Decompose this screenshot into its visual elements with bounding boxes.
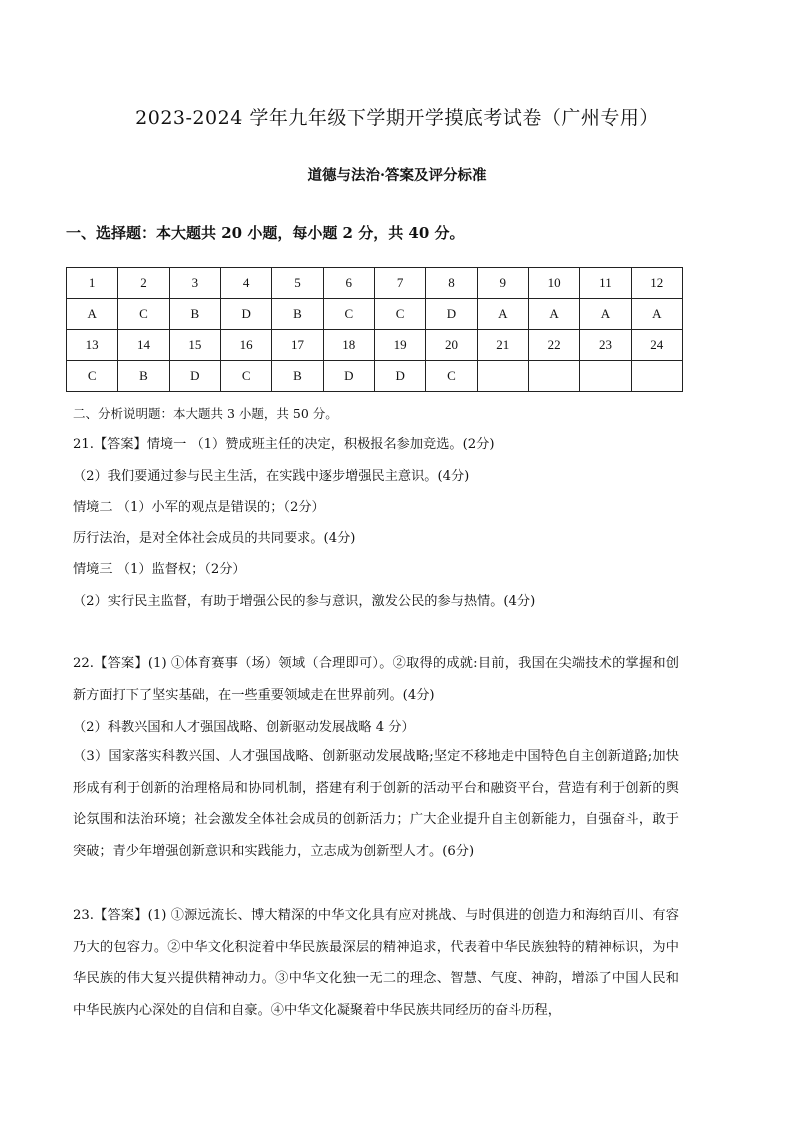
answer-cell: A	[477, 299, 528, 330]
section-1-heading: 一、选择题：本大题共 20 小题，每小题 2 分，共 40 分。	[66, 224, 465, 242]
answer-cell: C	[323, 299, 374, 330]
q22-part-3: （3）国家落实科教兴国、人才强国战略、创新驱动发展战略;坚定不移地走中国特色自主创新道路;加快形成有利于创新的治理格局和协同机制，搭建有利于创新的活动平台和融资平台，营造有利于创新的舆论氛围和法治环境；社会激发全体社会成员的创新活力；广大企业提升自主创新能力，自强奋斗，敢于突破；青少年增强创新意识和实践能力，立志成为创新型人才。(6分)	[73, 749, 679, 859]
question-number-cell: 5	[272, 268, 323, 299]
answer-cell: A	[580, 299, 631, 330]
question-number-cell: 9	[477, 268, 528, 299]
q22-part-2: （2）科教兴国和人才强国战略、创新驱动发展战略 4 分）	[73, 720, 415, 735]
question-number-row	[67, 330, 683, 361]
answer-table	[66, 267, 683, 392]
answer-cell	[580, 361, 631, 392]
q21-line-5: 情境三 （1）监督权；（2分）	[73, 562, 246, 577]
question-number-cell: 22	[528, 330, 579, 361]
answer-cell: C	[426, 361, 477, 392]
answer-cell: B	[118, 361, 169, 392]
question-number-cell: 18	[323, 330, 374, 361]
question-number-cell: 13	[67, 330, 118, 361]
question-number-cell: 12	[631, 268, 682, 299]
q21-line-6: （2）实行民主监督，有助于增强公民的参与意识，激发公民的参与热情。(4分)	[73, 594, 536, 609]
question-number-cell: 17	[272, 330, 323, 361]
question-number-cell: 23	[580, 330, 631, 361]
question-number-cell: 2	[118, 268, 169, 299]
question-number-cell: 7	[374, 268, 425, 299]
answer-cell: B	[272, 361, 323, 392]
q21-line-1: 21.【答案】情境一 （1）赞成班主任的决定，积极报名参加竞选。(2分)	[73, 437, 495, 452]
answer-cell: D	[220, 299, 271, 330]
q21-line-3: 情境二 （1）小军的观点是错误的；（2分）	[73, 500, 325, 515]
answer-cell: D	[169, 361, 220, 392]
answer-cell: B	[169, 299, 220, 330]
answer-cell: D	[374, 361, 425, 392]
answer-cell	[477, 361, 528, 392]
q22-part-1: 22.【答案】(1) ①体育赛事（场）领域（合理即可）。②取得的成就:目前，我国在尖端技术的掌握和创新方面打下了坚实基础，在一些重要领域走在世界前列。(4分)	[73, 656, 679, 703]
question-number-cell: 14	[118, 330, 169, 361]
answer-row	[67, 361, 683, 392]
question-number-cell: 19	[374, 330, 425, 361]
question-number-cell: 21	[477, 330, 528, 361]
answer-cell: C	[67, 361, 118, 392]
question-number-cell: 16	[220, 330, 271, 361]
question-number-cell: 6	[323, 268, 374, 299]
answer-cell: A	[631, 299, 682, 330]
answer-cell: A	[67, 299, 118, 330]
page-subtitle: 道德与法治·答案及评分标准	[307, 167, 487, 184]
question-number-cell: 4	[220, 268, 271, 299]
question-number-cell: 10	[528, 268, 579, 299]
question-number-row	[67, 268, 683, 299]
section-2-heading: 二、分析说明题：本大题共 3 小题，共 50 分。	[73, 406, 338, 421]
answer-cell	[631, 361, 682, 392]
answer-cell: D	[323, 361, 374, 392]
question-number-cell: 8	[426, 268, 477, 299]
answer-cell: C	[374, 299, 425, 330]
q21-line-4: 厉行法治，是对全体社会成员的共同要求。(4分)	[73, 531, 356, 546]
answer-cell: C	[118, 299, 169, 330]
question-number-cell: 1	[67, 268, 118, 299]
q21-line-2: （2）我们要通过参与民主生活，在实践中逐步增强民主意识。(4分)	[73, 469, 470, 484]
answer-cell: D	[426, 299, 477, 330]
question-number-cell: 20	[426, 330, 477, 361]
answer-cell: A	[528, 299, 579, 330]
q23-part-1: 23.【答案】(1) ①源远流长、博大精深的中华文化具有应对挑战、与时俱进的创造力和海纳百川、有容乃大的包容力。②中华文化积淀着中华民族最深层的精神追求，代表着中华民族独特的精神标识，为中华民族的伟大复兴提供精神动力。③中华文化独一无二的理念、智慧、气度、神韵，增添了中国人民和中华民族内心深处的自信和自豪。④中华文化凝聚着中华民族共同经历的奋斗历程，	[73, 908, 679, 1018]
page-title: 2023-2024 学年九年级下学期开学摸底考试卷（广州专用）	[135, 107, 659, 129]
answer-row	[67, 299, 683, 330]
answer-cell	[528, 361, 579, 392]
answer-cell: B	[272, 299, 323, 330]
question-number-cell: 3	[169, 268, 220, 299]
question-number-cell: 11	[580, 268, 631, 299]
answer-cell: C	[220, 361, 271, 392]
question-number-cell: 24	[631, 330, 682, 361]
question-number-cell: 15	[169, 330, 220, 361]
